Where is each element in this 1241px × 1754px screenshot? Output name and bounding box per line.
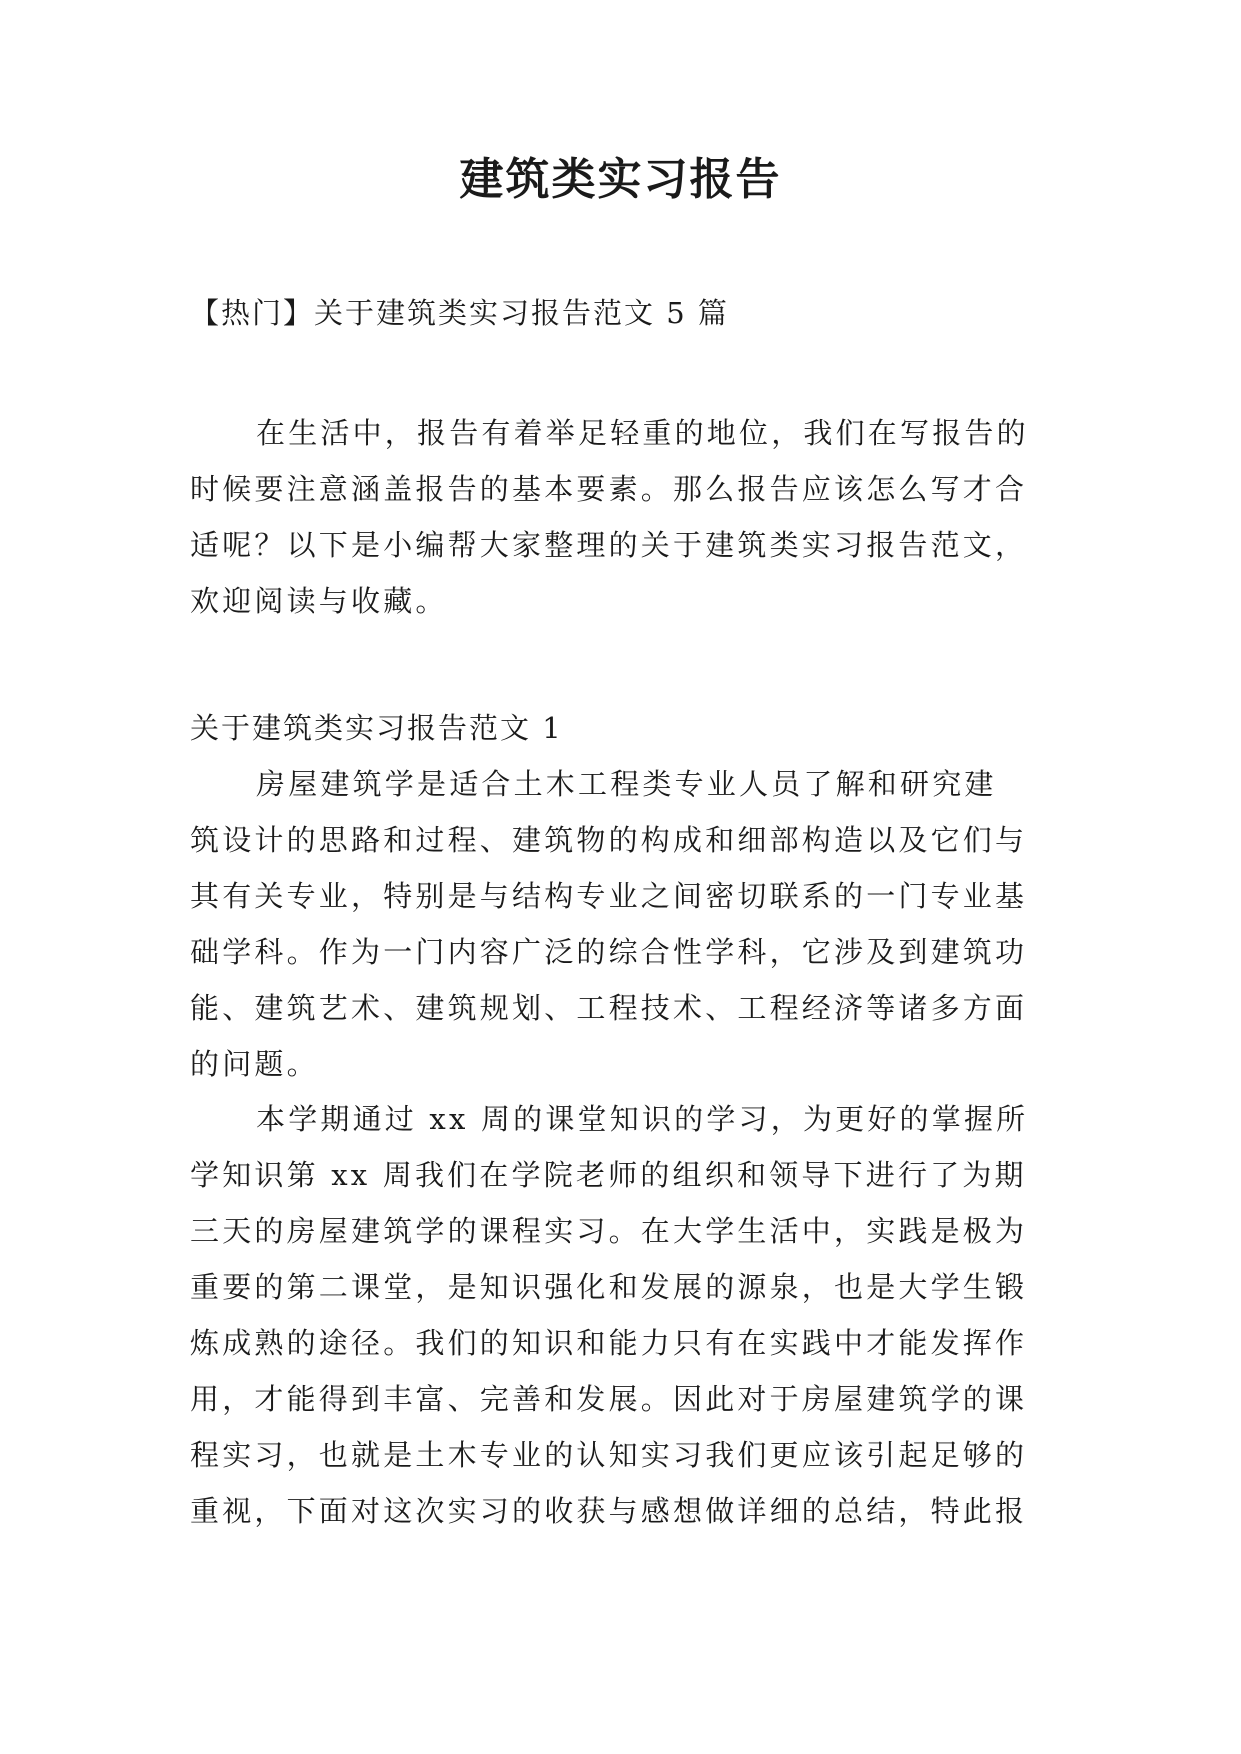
intro-line: 在生活中，报告有着举足轻重的地位，我们在写报告的 <box>256 416 1029 450</box>
paragraph-line: 炼成熟的途径。我们的知识和能力只有在实践中才能发挥作 <box>190 1326 1028 1360</box>
document-subtitle: 【热门】关于建筑类实习报告范文 5 篇 <box>190 296 729 330</box>
paragraph-line: 重要的第二课堂，是知识强化和发展的源泉，也是大学生锻 <box>190 1270 1028 1304</box>
paragraph-line: 础学科。作为一门内容广泛的综合性学科，它涉及到建筑功 <box>190 935 1028 969</box>
paragraph-line: 三天的房屋建筑学的课程实习。在大学生活中，实践是极为 <box>190 1214 1028 1248</box>
paragraph-line: 筑设计的思路和过程、建筑物的构成和细部构造以及它们与 <box>190 823 1028 857</box>
intro-line: 时候要注意涵盖报告的基本要素。那么报告应该怎么写才合 <box>190 472 1028 506</box>
document-title: 建筑类实习报告 <box>459 154 782 205</box>
paragraph-line: 能、建筑艺术、建筑规划、工程技术、工程经济等诸多方面 <box>190 991 1028 1025</box>
paragraph-line: 程实习，也就是土木专业的认知实习我们更应该引起足够的 <box>190 1438 1028 1472</box>
paragraph-line: 本学期通过 xx 周的课堂知识的学习，为更好的掌握所 <box>256 1102 1029 1136</box>
intro-paragraph <box>190 405 1060 629</box>
paragraph-line: 的问题。 <box>190 1047 319 1081</box>
paragraph-line: 用，才能得到丰富、完善和发展。因此对于房屋建筑学的课 <box>190 1382 1028 1416</box>
paragraph-line: 学知识第 xx 周我们在学院老师的组织和领导下进行了为期 <box>190 1158 1027 1192</box>
body-paragraph-1 <box>190 756 1060 1092</box>
intro-line: 适呢？以下是小编帮大家整理的关于建筑类实习报告范文， <box>190 528 1028 562</box>
body-paragraph-2 <box>190 1091 1060 1539</box>
paragraph-line: 其有关专业，特别是与结构专业之间密切联系的一门专业基 <box>190 879 1028 913</box>
paragraph-line: 重视，下面对这次实习的收获与感想做详细的总结，特此报 <box>190 1494 1028 1528</box>
section-heading: 关于建筑类实习报告范文 1 <box>190 711 563 745</box>
intro-line: 欢迎阅读与收藏。 <box>190 584 448 618</box>
paragraph-line: 房屋建筑学是适合土木工程类专业人员了解和研究建 <box>256 767 997 801</box>
